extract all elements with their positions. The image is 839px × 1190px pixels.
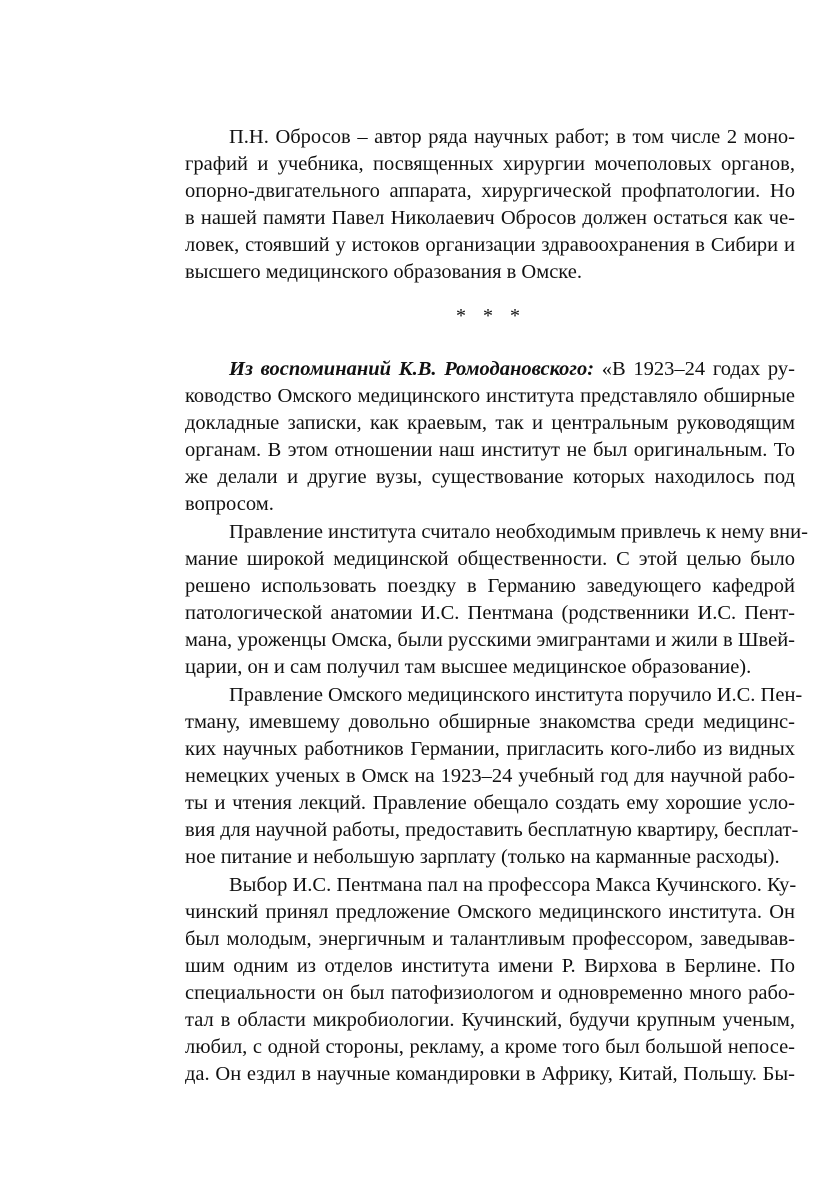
text-line: любил, с одной стороны, рекламу, а кроме того был большой непосе- <box>185 1036 795 1058</box>
text-line: Выбор И.С. Пентмана пал на профессора Макса Кучинского. Ку- <box>229 874 797 896</box>
text-line: Правление Омского медицинского института поручило И.С. Пен- <box>229 684 803 706</box>
text-line <box>229 356 795 383</box>
text-line: вия для научной работы, предоставить бесплатную квартиру, бесплат- <box>185 819 799 841</box>
text-line: органам. В этом отношении наш институт не был оригинальным. То <box>185 439 795 461</box>
text-line: тал в области микробиологии. Кучинский, будучи крупным ученым, <box>185 1009 795 1031</box>
text-line: шим одним из отделов института имени Р. Вирхова в Берлине. По <box>185 955 795 977</box>
text-line: ловек, стоявший у истоков организации здравоохранения в Сибири и <box>185 234 795 256</box>
text-line: ное питание и небольшую зарплату (только на карманные расходы). <box>185 846 780 868</box>
text-line: ководство Омского медицинского института представляло обширные <box>185 385 795 407</box>
text-line: патологической анатомии И.С. Пентмана (родственники И.С. Пент- <box>185 602 795 624</box>
text-line: тману, имевшему довольно обширные знакомства среди медицинс- <box>185 711 795 733</box>
text-line: мание широкой медицинской общественности. С этой целью было <box>185 548 795 570</box>
text-line: графий и учебника, посвященных хирургии мочеполовых органов, <box>185 153 795 175</box>
text-line: был молодым, энергичным и талантливым профессором, заведывав- <box>185 928 795 950</box>
text-line: немецких ученых в Омск на 1923–24 учебный год для научной рабо- <box>185 765 795 787</box>
text-line: опорно-двигательного аппарата, хирургической профпатологии. Но <box>185 180 795 202</box>
text-line: в нашей памяти Павел Николаевич Обросов должен остаться как че- <box>185 207 795 229</box>
memoir-first-line: «В 1923–24 годах ру- <box>594 358 795 380</box>
text-line: решено использовать поездку в Германию заведующего кафедрой <box>185 575 795 597</box>
text-line: вопросом. <box>185 493 274 515</box>
text-line: ких научных работников Германии, пригласить кого-либо из видных <box>185 738 795 760</box>
text-line: высшего медицинского образования в Омске. <box>185 261 582 283</box>
text-line: докладные записки, как краевым, так и центральным руководящим <box>185 412 795 434</box>
text-line: да. Он ездил в научные командировки в Африку, Китай, Польшу. Бы- <box>185 1063 795 1085</box>
text-line: мана, уроженцы Омска, были русскими эмигрантами и жили в Швей- <box>185 629 795 651</box>
text-line: царии, он и сам получил там высшее медицинское образование). <box>185 656 752 678</box>
text-line: специальности он был патофизиологом и одновременно много рабо- <box>185 982 795 1004</box>
text-line: ты и чтения лекций. Правление обещало создать ему хорошие усло- <box>185 792 795 814</box>
memoir-heading: Из воспоминаний К.В. Ромодановского: <box>229 358 595 380</box>
text-line: Правление института считало необходимым привлечь к нему вни- <box>229 521 808 543</box>
text-line: П.Н. Обросов – автор ряда научных работ; в том числе 2 моно- <box>229 126 795 148</box>
text-line: чинский принял предложение Омского медицинского института. Он <box>185 901 795 923</box>
section-separator: * * * <box>456 305 526 327</box>
text-line: же делали и другие вузы, существование которых находилось под <box>185 466 795 488</box>
